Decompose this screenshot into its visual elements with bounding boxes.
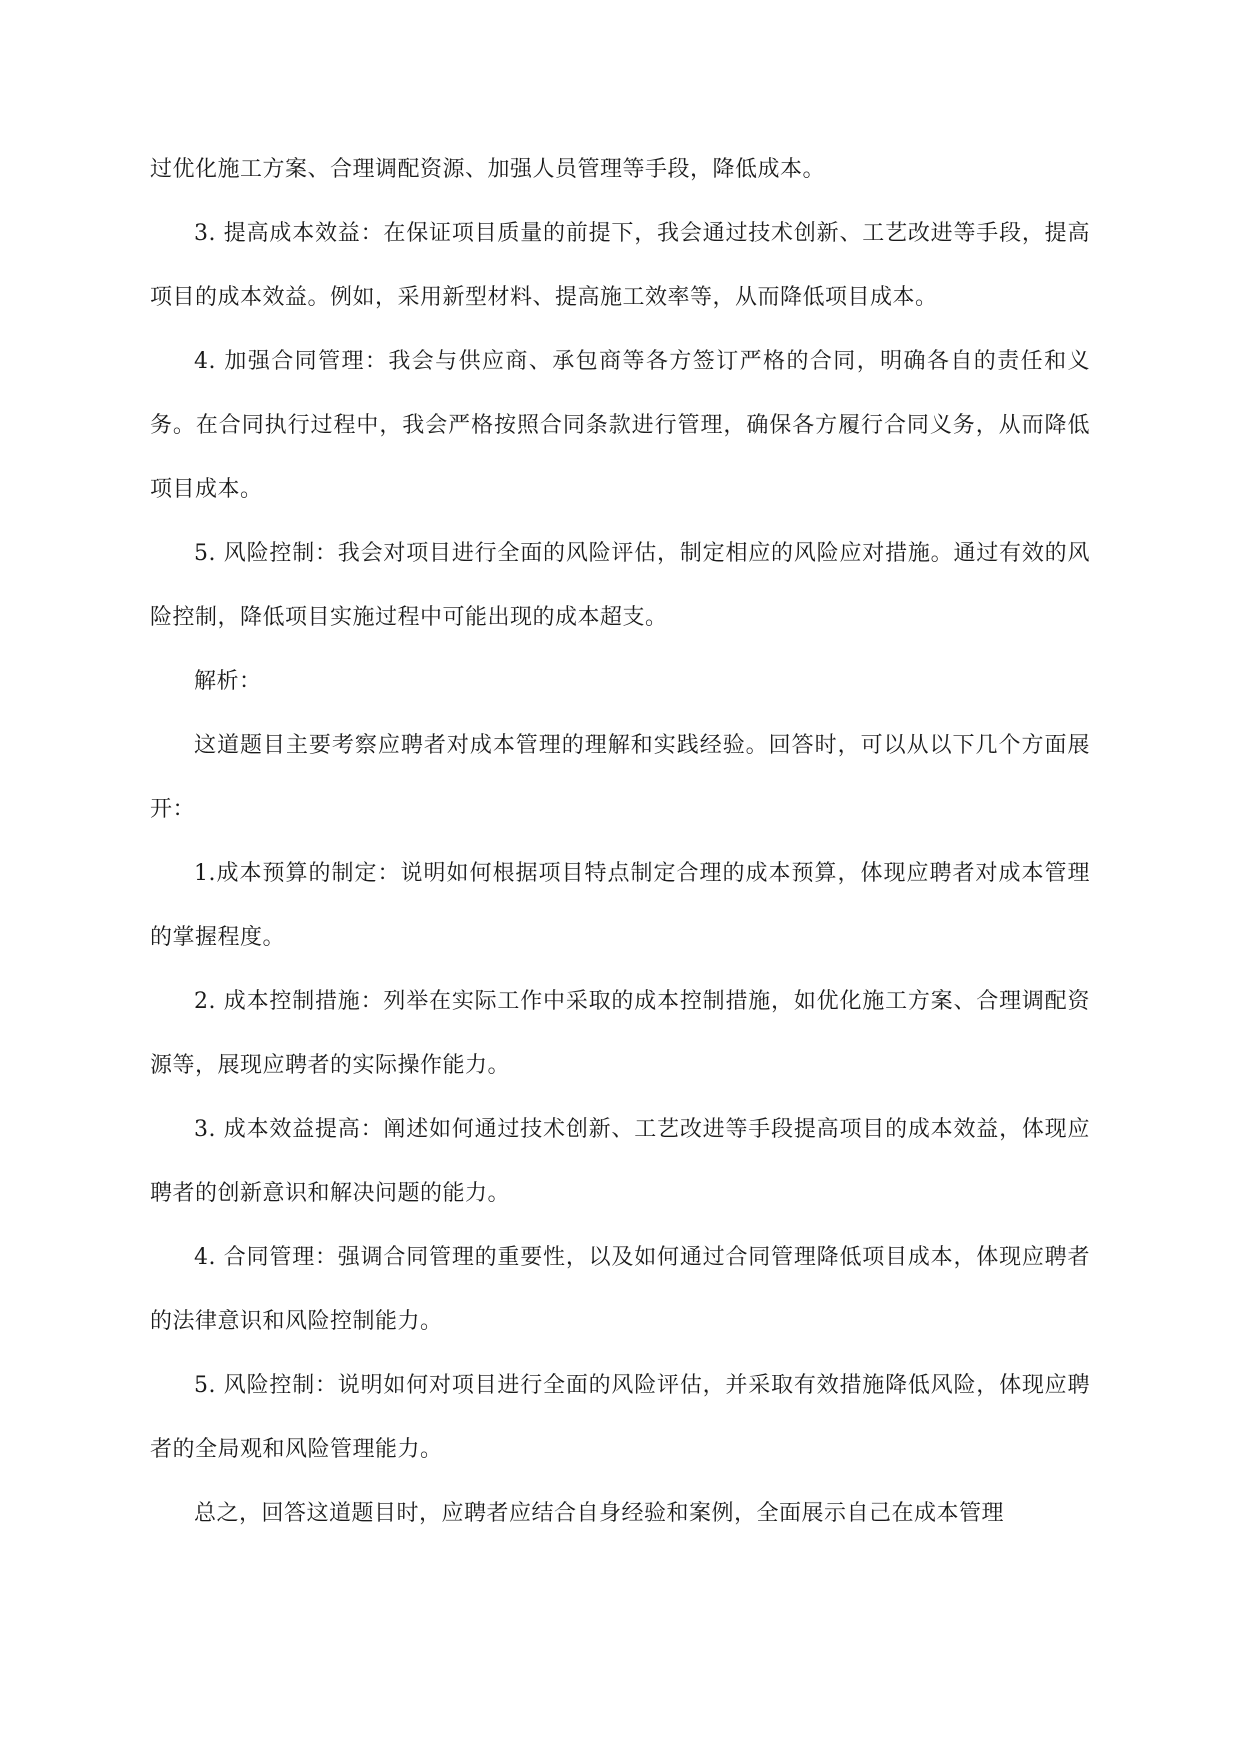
paragraph-risk: 5. 风险控制：说明如何对项目进行全面的风险评估，并采取有效措施降低风险，体现应聘者的全局观和风险管理能力。 [150, 1373, 1090, 1462]
paragraph-summary: 总之，回答这道题目时，应聘者应结合自身经验和案例，全面展示自己在成本管理 [194, 1501, 1005, 1526]
paragraph-cost-control: 2. 成本控制措施：列举在实际工作中采取的成本控制措施，如优化施工方案、合理调配资源等，展现应聘者的实际操作能力。 [150, 989, 1090, 1078]
document-page [150, 138, 1090, 1546]
paragraph-budget: 1.成本预算的制定：说明如何根据项目特点制定合理的成本预算，体现应聘者对成本管理的掌握程度。 [150, 861, 1090, 950]
paragraph-contract-management: 4. 加强合同管理：我会与供应商、承包商等各方签订严格的合同，明确各自的责任和义务。在合同执行过程中，我会严格按照合同条款进行管理，确保各方履行合同义务，从而降低项目成本。 [150, 349, 1090, 502]
paragraph-contract: 4. 合同管理：强调合同管理的重要性，以及如何通过合同管理降低项目成本，体现应聘者的法律意识和风险控制能力。 [150, 1245, 1090, 1334]
paragraph-risk-control: 5. 风险控制：我会对项目进行全面的风险评估，制定相应的风险应对措施。通过有效的风险控制，降低项目实施过程中可能出现的成本超支。 [150, 541, 1090, 630]
paragraph-improve-cost-benefit: 3. 提高成本效益：在保证项目质量的前提下，我会通过技术创新、工艺改进等手段，提高项目的成本效益。例如，采用新型材料、提高施工效率等，从而降低项目成本。 [150, 221, 1090, 310]
paragraph-analysis-intro: 这道题目主要考察应聘者对成本管理的理解和实践经验。回答时，可以从以下几个方面展开： [150, 733, 1090, 822]
paragraph-continuation: 过优化施工方案、合理调配资源、加强人员管理等手段，降低成本。 [150, 157, 826, 182]
paragraph-cost-benefit: 3. 成本效益提高：阐述如何通过技术创新、工艺改进等手段提高项目的成本效益，体现应聘者的创新意识和解决问题的能力。 [150, 1117, 1090, 1206]
paragraph-analysis-heading: 解析： [194, 669, 262, 694]
